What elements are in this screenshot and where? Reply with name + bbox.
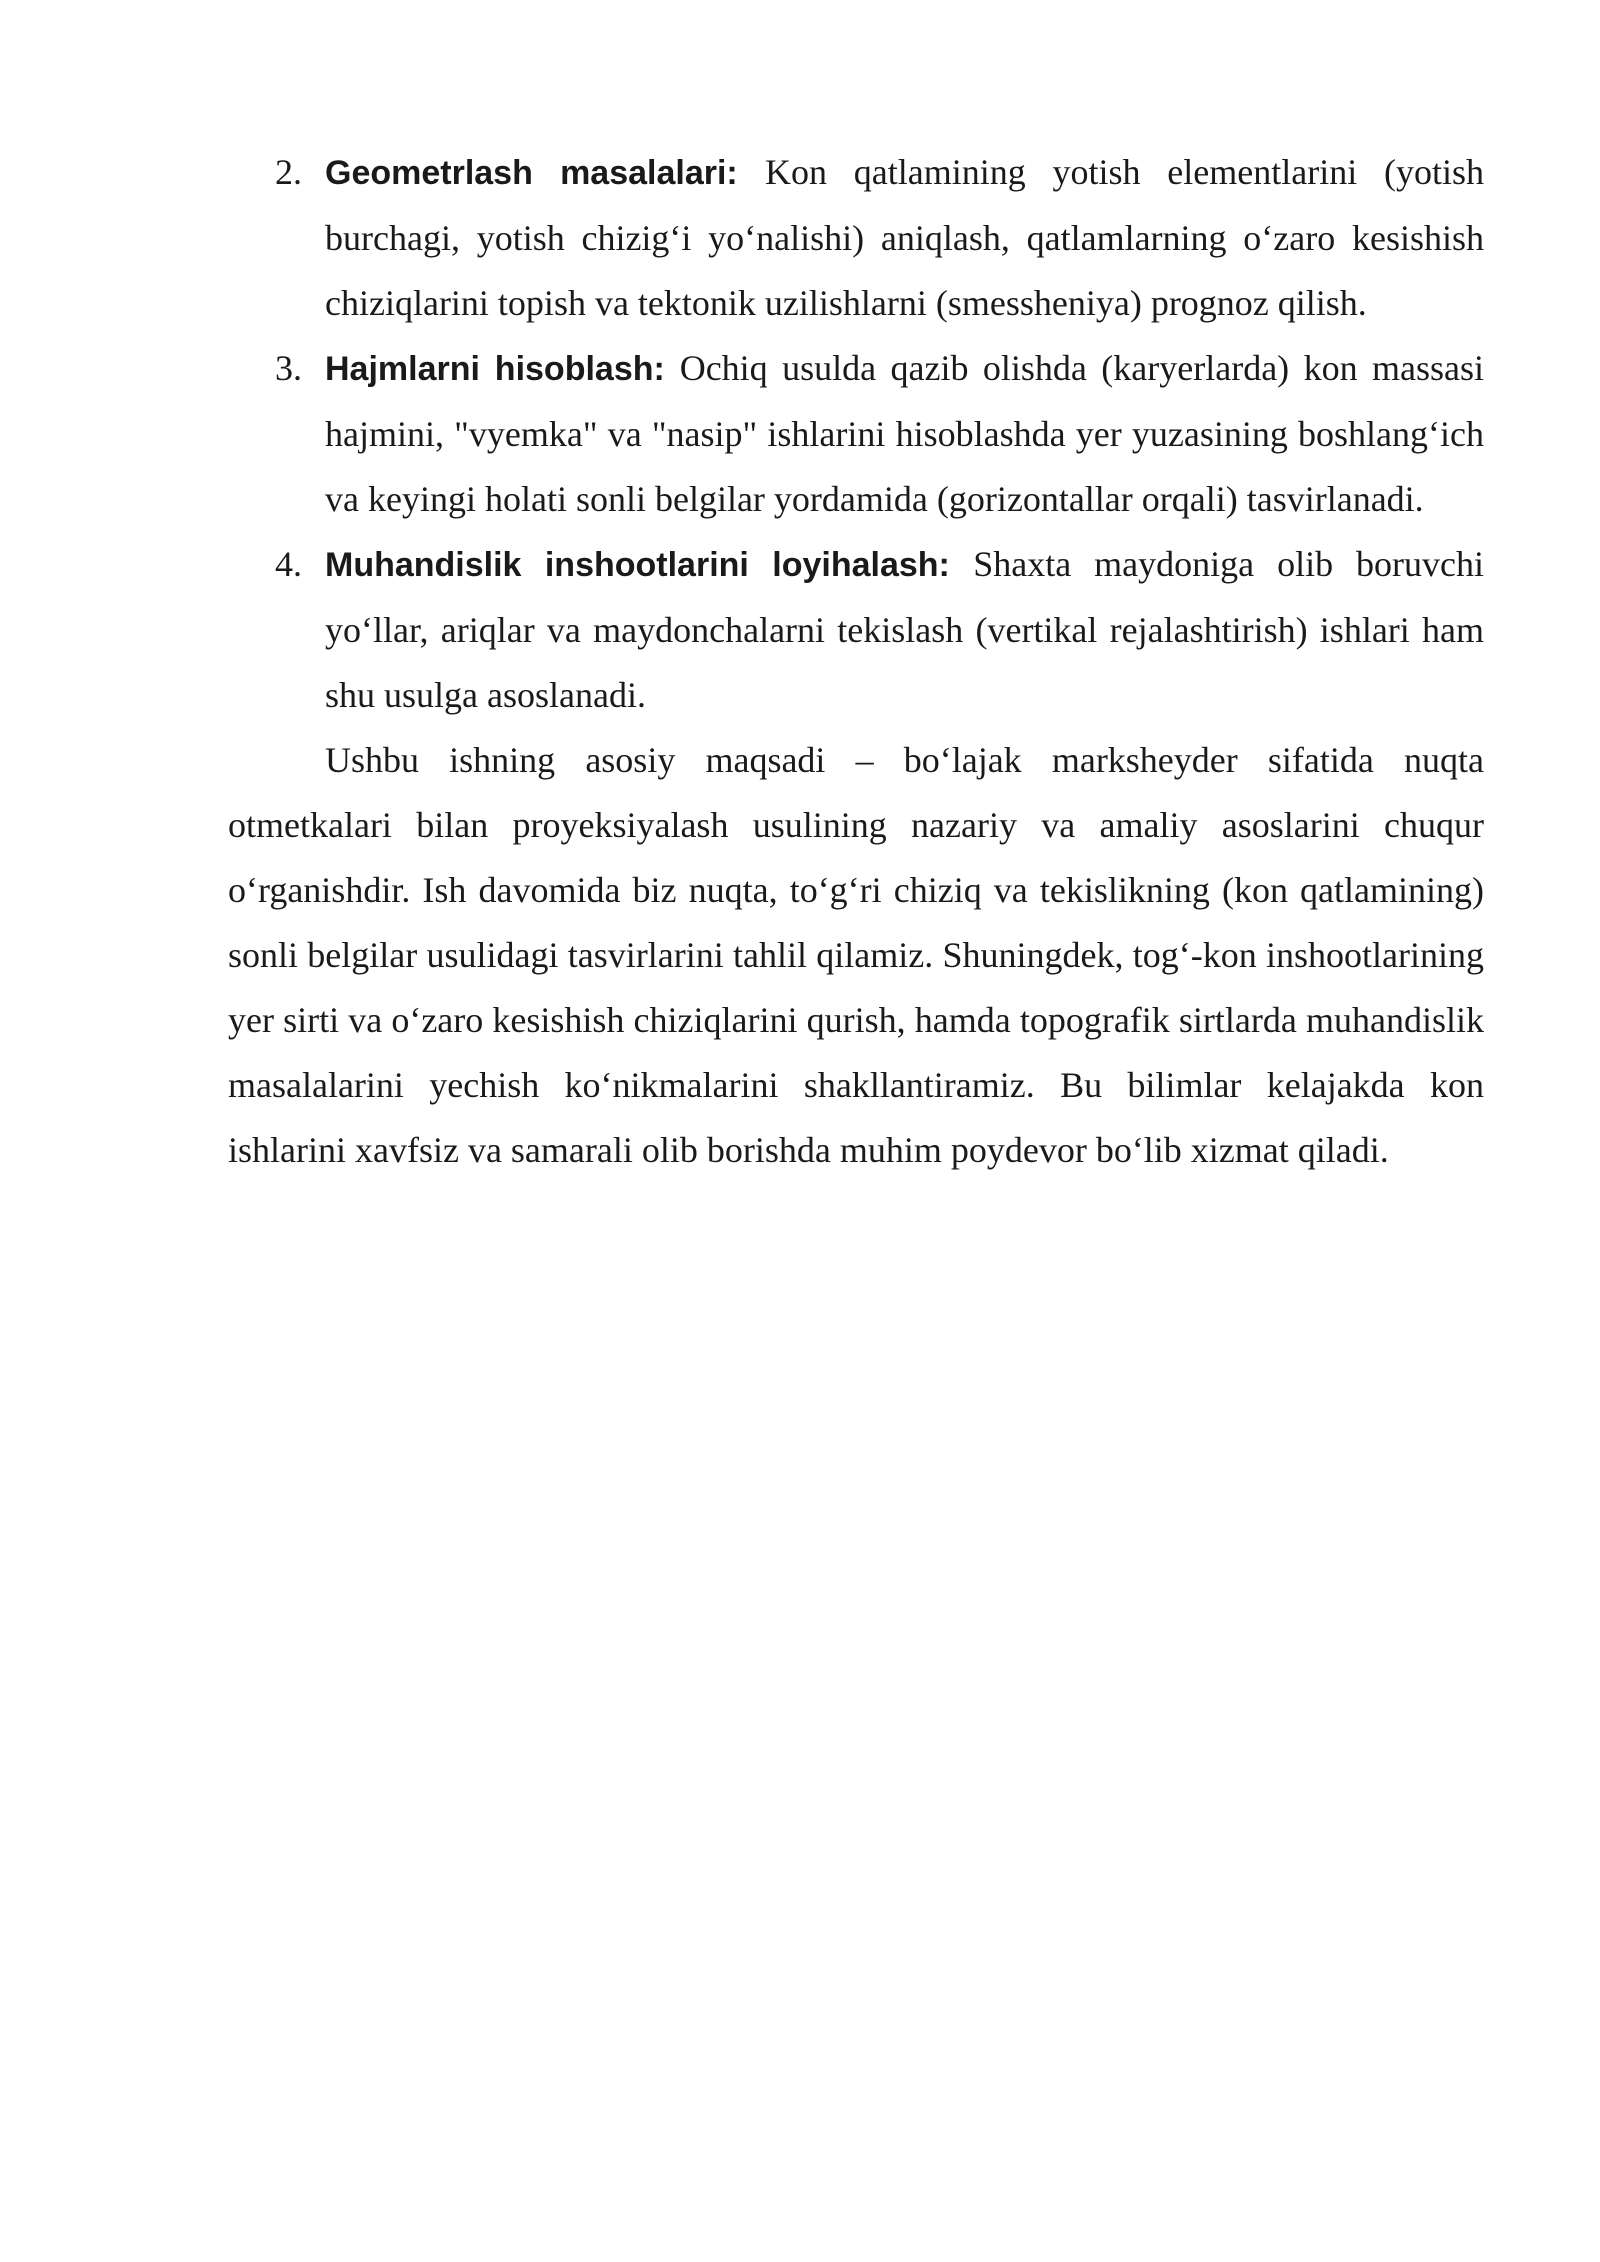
list-item-number: 3. <box>275 348 302 388</box>
list-item-text: Ochiq usulda qazib olishda (karyerlarda) kon massasi hajmini, "vyemka" va "nasip" ishlarini hisoblashda yer yuzasining boshlang‘ich va keyingi holati sonli belgilar yordamida (gorizontallar orqali) tasvirlanadi. <box>325 348 1484 519</box>
list-item-text: Kon qatlamining yotish elementlarini (yotish burchagi, yotish chizig‘i yo‘nalishi) aniqlash, qatlamlarning o‘zaro kesishish chiziqlarini topish va tektonik uzilishlarni (smessheniya) prognoz qilish. <box>325 152 1484 323</box>
list-item-heading: Geometrlash masalalari: <box>325 154 765 192</box>
list-item <box>228 140 1484 336</box>
list-item <box>228 336 1484 532</box>
list-item-number: 4. <box>275 544 302 584</box>
body-paragraph: Ushbu ishning asosiy maqsadi – bo‘lajak marksheyder sifatida nuqta otmetkalari bilan proyeksiyalash usulining nazariy va amaliy asoslarini chuqur o‘rganishdir. Ish davomida biz nuqta, to‘g‘ri chiziq va tekislikning (kon qatlamining) sonli belgilar usulidagi tasvirlarini tahlil qilamiz. Shuningdek, tog‘-kon inshootlarining yer sirti va o‘zaro kesishish chiziqlarini qurish, hamda topografik sirtlarda muhandislik masalalarini yechish ko‘nikmalarini shakllantiramiz. Bu bilimlar kelajakda kon ishlarini xavfsiz va samarali olib borishda muhim poydevor bo‘lib xizmat qiladi. <box>228 740 1484 1170</box>
page-content <box>228 140 1484 1183</box>
list-item-heading: Hajmlarni hisoblash: <box>325 350 680 388</box>
list-item-heading: Muhandislik inshootlarini loyihalash: <box>325 546 974 584</box>
list-item-number: 2. <box>275 152 302 192</box>
list-item <box>228 532 1484 728</box>
numbered-list <box>228 140 1484 728</box>
list-item-text: Shaxta maydoniga olib boruvchi yo‘llar, ariqlar va maydonchalarni tekislash (vertikal rejalashtirish) ishlari ham shu usulga asoslanadi. <box>325 544 1484 715</box>
